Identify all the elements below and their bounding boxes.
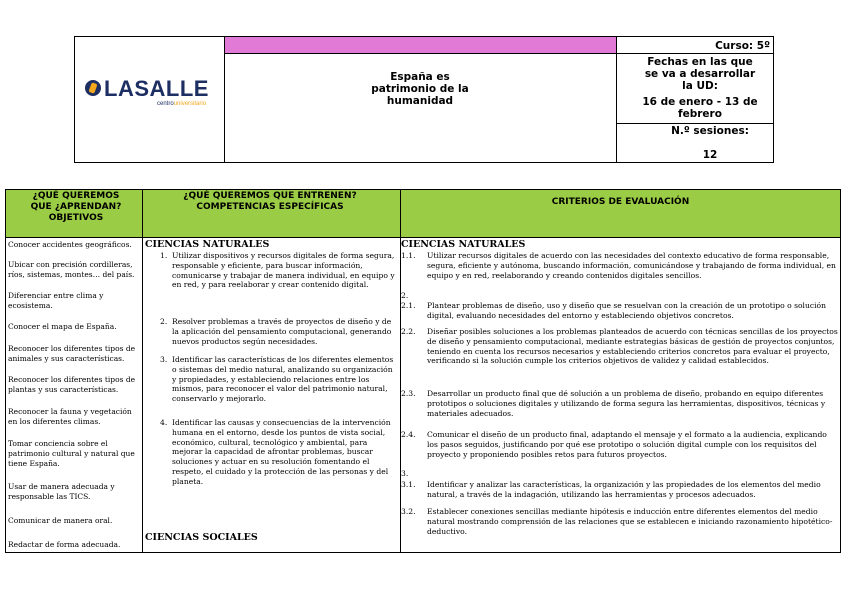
dates-label: Fechas en las que se va a desarrollar la UD: [644, 56, 756, 92]
list-item: 2.1. Plantear problemas de diseño, uso y diseño que se resuelvan con la creación de un prototipo o solución digital, evaluando necesidades del entorno y estableciendo objetivos concretos. [401, 301, 827, 320]
competencies-header: ¿QUÉ QUEREMOS QUE ENTRENEN? COMPETENCIAS ESPECÍFICAS [183, 191, 357, 212]
list-item: Tomar conciencia sobre el patrimonio cultural y natural que tiene España. [8, 439, 135, 468]
unit-title: España es patrimonio de la humanidad [371, 71, 469, 107]
title-accent-bar [225, 37, 616, 53]
objectives-header: ¿QUÉ QUEREMOS QUE ¿APRENDAN? OBJETIVOS [30, 191, 122, 223]
lasalle-logo [85, 76, 225, 116]
competencies-section-title: CIENCIAS NATURALES [145, 239, 270, 250]
list-item: Conocer accidentes geográficos. [8, 240, 132, 249]
list-item: 3.2. Establecer conexiones sencillas mediante hipótesis e inducción entre diferentes elementos del medio natural mostrando comprensión de las relaciones que se establecen e iniciando razonamiento hipotético-deductivo. [401, 507, 833, 536]
list-item: Redactar de forma adecuada. [8, 540, 121, 549]
list-item: 2.4. Comunicar el diseño de un producto final, adaptando el mensaje y el formato a la audiencia, explicando los pasos seguidos, justificando por qué ese prototipo o solución digital cumple con los requisitos del proyecto y proponiendo posibles retos para futuros proyectos. [401, 430, 827, 459]
list-item: 1. Utilizar dispositivos y recursos digitales de forma segura, responsable y eficiente, para buscar información, comunicarse y trabajar de manera individual, en equipo y en red, y para reelaborar y crear contenido digital. [160, 251, 395, 290]
list-item: Usar de manera adecuada y responsable las TICS. [8, 482, 115, 501]
list-item: 4. Identificar las causas y consecuencias de la intervención humana en el entorno, desde los puntos de vista social, económico, cultural, tecnológico y ambiental, para mejorar la capacidad de afrontar problemas, buscar soluciones y actuar en su resolución fomentando el respeto, el cuidado y la protección de las personas y del planeta. [160, 418, 391, 486]
list-item: Diferenciar entre clima y ecosistema. [8, 291, 104, 310]
list-item: 3.1. Identificar y analizar las características, la organización y las propiedades de los elementos del medio natural, a través de la indagación, utilizando las herramientas y procesos adecuados. [401, 480, 821, 499]
logo-wordmark: LASALLE [104, 76, 209, 101]
dates-value: 16 de enero - 13 de febrero [642, 96, 758, 120]
logo-subtitle: centrouniversitario [157, 101, 207, 107]
competencies-section-title-2: CIENCIAS SOCIALES [145, 532, 258, 543]
list-item: 2.3. Desarrollar un producto final que dé solución a un problema de diseño, probando en equipo diferentes prototipos o soluciones digitales y utilizando de forma segura las herramientas, dispositivos, técnicas y materiales adecuados. [401, 389, 826, 418]
sessions-label: N.º sesiones: [671, 125, 749, 137]
logo-mark-icon [85, 80, 101, 96]
criteria-section-title: CIENCIAS NATURALES [401, 239, 526, 250]
list-item: 2. Resolver problemas a través de proyectos de diseño y de la aplicación del pensamiento computacional, generando nuevos productos según necesidades. [160, 317, 392, 346]
list-item: Ubicar con precisión cordilleras, ríos, sistemas, montes… del país. [8, 260, 135, 279]
list-item: Reconocer los diferentes tipos de plantas y sus características. [8, 375, 136, 394]
list-item: 1.1. Utilizar recursos digitales de acuerdo con las necesidades del contexto educativo de forma responsable, segura, eficiente y autónoma, buscando información, comunicándose y trabajando de forma individual, en equipo y en red, reelaborando y creando contenidos digitales sencillos. [401, 251, 836, 280]
criteria-header: CRITERIOS DE EVALUACIÓN [551, 197, 690, 207]
list-item: Reconocer los diferentes tipos de animales y sus características. [8, 344, 136, 363]
course-label: Curso: 5º [715, 40, 770, 52]
sessions-value: 12 [702, 149, 718, 161]
list-item: 3. Identificar las características de los diferentes elementos o sistemas del medio natural, analizando su organización y propiedades, y estableciendo relaciones entre los mismos, para reconocer el valor del patrimonio natural, conservarlo y mejorarlo. [160, 355, 394, 404]
list-item: Comunicar de manera oral. [8, 516, 113, 525]
list-item: Reconocer la fauna y vegetación en los diferentes climas. [8, 407, 132, 426]
list-item: 2.2. Diseñar posibles soluciones a los problemas planteados de acuerdo con técnicas sencillas de los proyectos de diseño y pensamiento computacional, mediante estrategias básicas de gestión de proyectos conjuntos, teniendo en cuenta los recursos necesarios y estableciendo criterios concretos para evaluar el proyecto, verificando si la solución cumple los criterios objetivos de validez y calidad establecidos. [401, 327, 838, 366]
list-item: Conocer el mapa de España. [8, 322, 117, 331]
